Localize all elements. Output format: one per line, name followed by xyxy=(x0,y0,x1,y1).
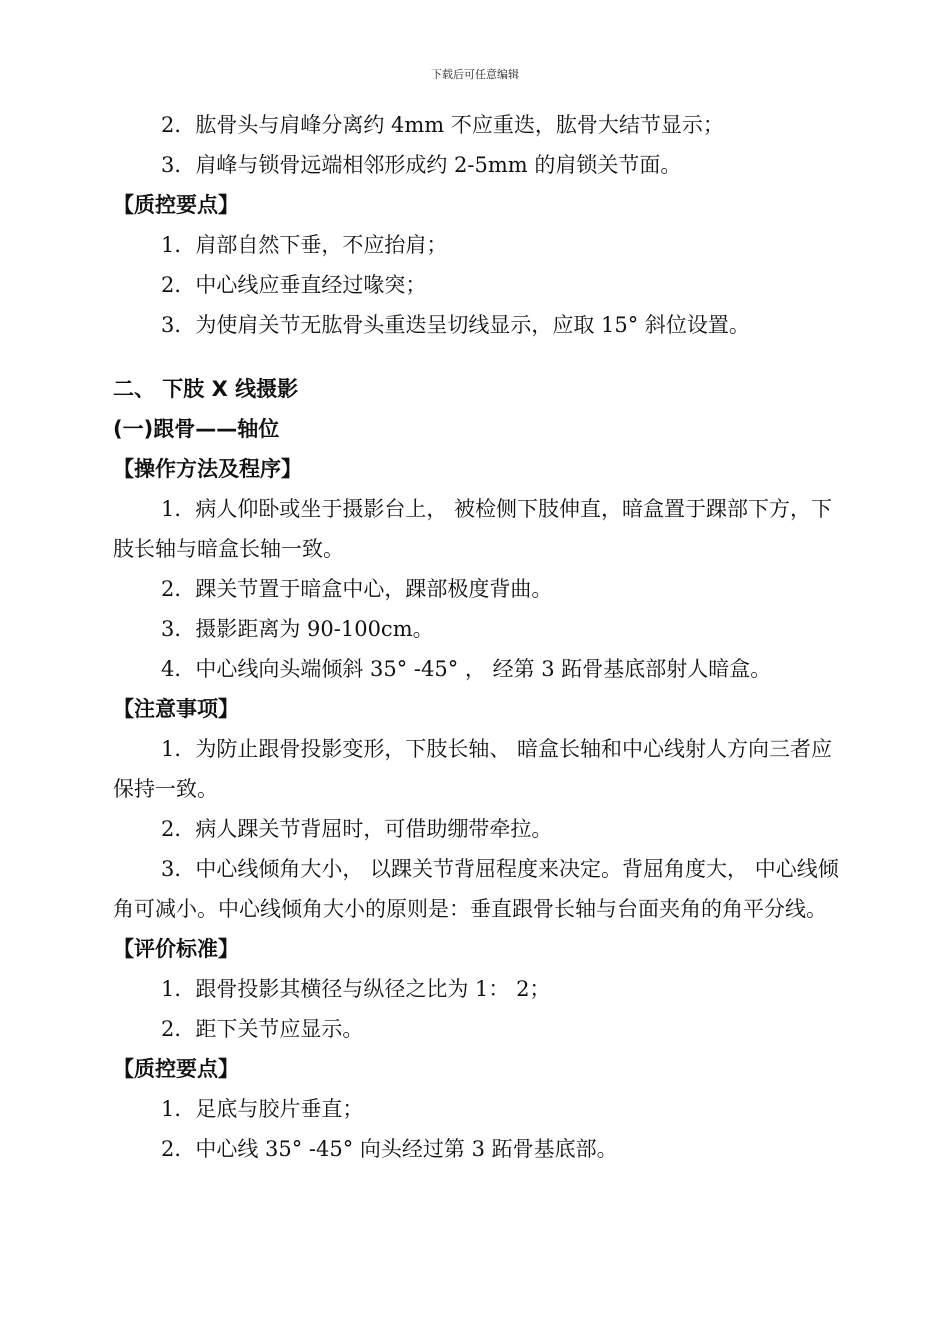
document-body xyxy=(113,105,843,1169)
section-heading: 【操作方法及程序】 xyxy=(113,457,302,481)
paragraph: 1．为防止跟骨投影变形，下肢长轴、 暗盒长轴和中心线射人方向三者应保持一致。 xyxy=(113,737,833,801)
spacer xyxy=(113,345,843,369)
paragraph: 3．中心线倾角大小， 以踝关节背屈程度来决定。背屈角度大， 中心线倾角可减小。中心线倾角大小的原则是：垂直跟骨长轴与台面夹角的角平分线。 xyxy=(113,857,839,921)
section-heading: 【质控要点】 xyxy=(113,193,239,217)
paragraph: 2．中心线应垂直经过喙突； xyxy=(161,273,427,297)
paragraph: 1．肩部自然下垂，不应抬肩； xyxy=(161,233,448,257)
paragraph: 4．中心线向头端倾斜 35° -45° ， 经第 3 跖骨基底部射人暗盒。 xyxy=(161,657,772,681)
chapter-heading: 二、 下肢 X 线摄影 xyxy=(113,377,299,401)
paragraph: 3．为使肩关节无肱骨头重迭呈切线显示，应取 15° 斜位设置。 xyxy=(161,313,750,337)
paragraph: 2．肱骨头与肩峰分离约 4mm 不应重迭，肱骨大结节显示； xyxy=(161,113,724,137)
section-heading: 【质控要点】 xyxy=(113,1057,239,1081)
paragraph: 2．踝关节置于暗盒中心，踝部极度背曲。 xyxy=(161,577,553,601)
paragraph: 1．病人仰卧或坐于摄影台上， 被检侧下肢伸直，暗盒置于踝部下方，下肢长轴与暗盒长轴一致。 xyxy=(113,497,833,561)
paragraph: 2．中心线 35° -45° 向头经过第 3 跖骨基底部。 xyxy=(161,1137,618,1161)
section-heading: 【评价标准】 xyxy=(113,937,239,961)
subchapter-heading: (一)跟骨——轴位 xyxy=(113,417,280,441)
paragraph: 3．摄影距离为 90-100cm。 xyxy=(161,617,434,641)
paragraph: 1．跟骨投影其横径与纵径之比为 1： 2； xyxy=(161,977,551,1001)
paragraph: 1．足底与胶片垂直； xyxy=(161,1097,364,1121)
paragraph: 3．肩峰与锁骨远端相邻形成约 2-5mm 的肩锁关节面。 xyxy=(161,153,682,177)
paragraph: 2．距下关节应显示。 xyxy=(161,1017,364,1041)
paragraph: 2．病人踝关节背屈时，可借助绷带牵拉。 xyxy=(161,817,553,841)
page-header: 下载后可任意编辑 xyxy=(431,68,519,81)
section-heading: 【注意事项】 xyxy=(113,697,239,721)
